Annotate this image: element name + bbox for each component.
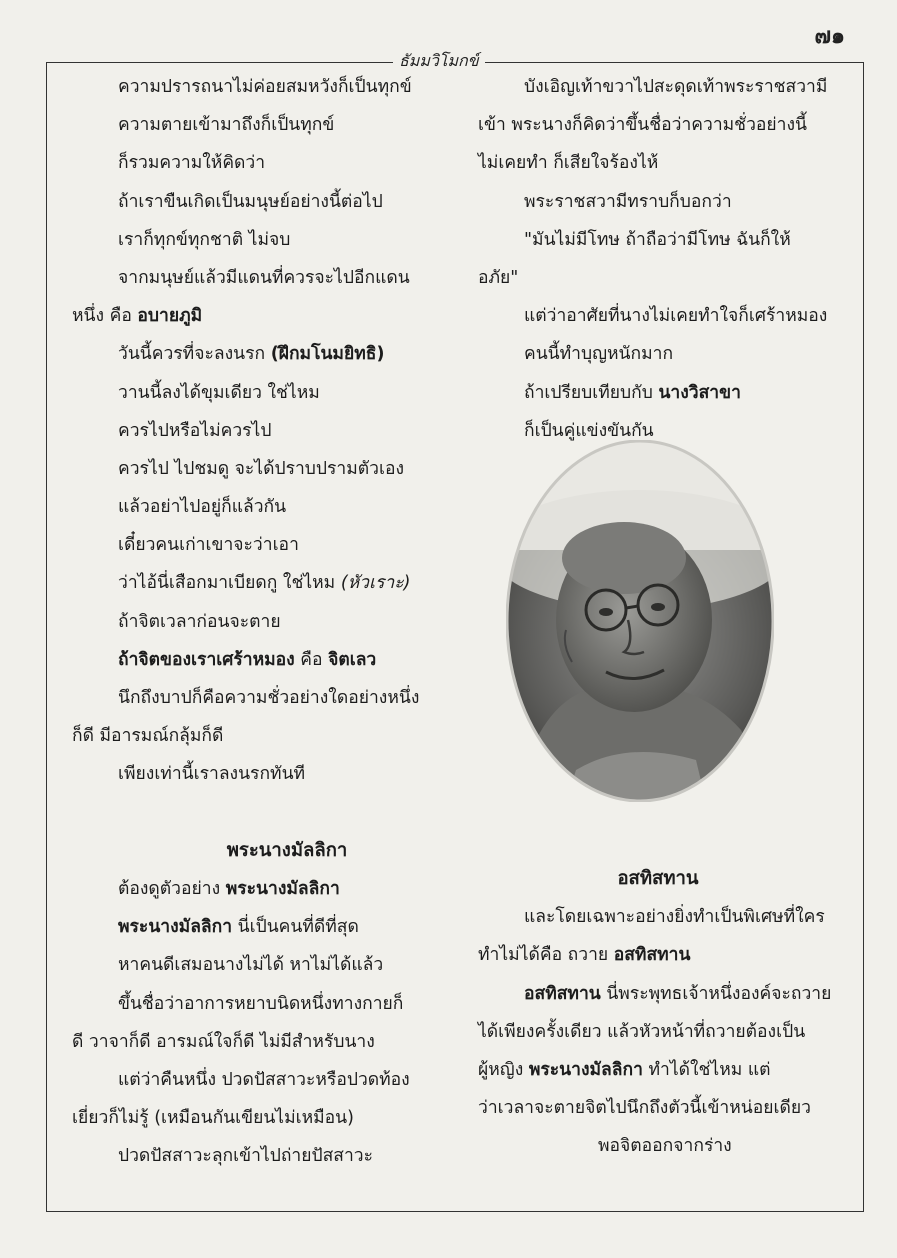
text-line: ความตายเข้ามาถึงก็เป็นทุกข์ <box>118 115 335 136</box>
text-line: เดี๋ยวคนเก่าเขาจะว่าเอา <box>118 535 299 556</box>
section-heading: พระนางมัลลิกา <box>226 839 348 861</box>
text-span: นี่เป็นคนที่ดีที่สุด <box>237 917 359 938</box>
text-line: เพียงเท่านี้เราลงนรกทันที <box>118 764 306 785</box>
portrait-image <box>506 440 774 802</box>
text-line: ก็รวมความให้คิดว่า <box>118 153 266 174</box>
text-line: ถ้าจิตเวลาก่อนจะตาย <box>118 611 281 632</box>
text-line <box>478 1051 838 1089</box>
text-line: หาคนดีเสมอนางไม่ได้ หาไม่ได้แล้ว <box>118 955 384 976</box>
right-lower-column <box>478 860 838 1166</box>
text-line: ได้เพียงครั้งเดียว แล้วหัวหน้าที่ถวายต้องเป็น <box>478 1021 806 1042</box>
text-line: ปวดปัสสาวะลุกเข้าไปถ่ายปัสสาวะ <box>118 1146 374 1167</box>
text-line <box>72 641 452 679</box>
text-line: พอจิตออกจากร่าง <box>598 1136 732 1157</box>
text-line: คนนี้ทำบุญหนักมาก <box>524 344 674 365</box>
text-line: พระราชสวามีทราบก็บอกว่า <box>524 191 732 212</box>
text-line: แล้วอย่าไปอยู่ก็แล้วกัน <box>118 497 287 518</box>
text-line <box>478 374 838 412</box>
text-line: ก็เป็นคู่แข่งขันกัน <box>524 420 654 441</box>
text-line: เข้า พระนางก็คิดว่าขึ้นชื่อว่าความชั่วอย่างนี้ <box>478 115 807 136</box>
bold-term: พระนางมัลลิกา <box>225 878 340 899</box>
section-heading: อสทิสทาน <box>617 868 699 889</box>
text-line: ดี วาจาก็ดี อารมณ์ใจก็ดี ไม่มีสำหรับนาง <box>72 1031 375 1052</box>
text-line: เยี่ยวก็ไม่รู้ (เหมือนกันเขียนไม่เหมือน) <box>72 1108 354 1129</box>
text-line <box>478 936 838 974</box>
text-span: วันนี้ควรที่จะลงนรก <box>118 344 266 365</box>
text-span: หนึ่ง คือ <box>72 306 132 327</box>
text-line <box>478 975 838 1013</box>
text-span: ทำไม่ได้คือ ถวาย <box>478 945 609 966</box>
text-line: ควรไป ไปชมดู จะได้ปราบปรามตัวเอง <box>118 458 405 479</box>
text-span: ว่าไอ้นี่เสือกมาเบียดกู ใช่ไหม <box>118 573 336 594</box>
text-line: ขึ้นชื่อว่าอาการหยาบนิดหนึ่งทางกายก็ <box>118 993 404 1014</box>
bold-term: อสทิสทาน <box>524 983 601 1004</box>
bold-term: จิตเลว <box>328 649 377 670</box>
text-line: ว่าเวลาจะตายจิตไปนึกถึงตัวนี้เข้าหน่อยเดียว <box>478 1098 811 1119</box>
monk-portrait <box>506 440 774 802</box>
text-line: วานนี้ลงได้ขุมเดียว ใช่ไหม <box>118 382 320 403</box>
text-line: นึกถึงบาปก็คือความชั่วอย่างใดอย่างหนึ่ง <box>118 688 420 708</box>
text-line: ก็ดี มีอารมณ์กลุ้มก็ดี <box>72 726 224 747</box>
text-line: ไม่เคยทำ ก็เสียใจร้องไห้ <box>478 153 659 174</box>
text-line <box>72 564 452 602</box>
text-line: และโดยเฉพาะอย่างยิ่งทำเป็นพิเศษที่ใคร <box>524 907 825 928</box>
text-line <box>72 908 452 946</box>
text-line <box>72 870 452 908</box>
text-line: ความปรารถนาไม่ค่อยสมหวังก็เป็นทุกข์ <box>118 77 412 97</box>
bold-term: พระนางมัลลิกา <box>528 1059 643 1080</box>
text-line: อภัย" <box>478 267 519 288</box>
text-line <box>72 297 452 335</box>
text-line: ควรไปหรือไม่ควรไป <box>118 420 272 441</box>
right-column <box>478 68 838 450</box>
page-number: ๗๑ <box>814 24 845 49</box>
text-line: แต่ว่าคืนหนึ่ง ปวดปัสสาวะหรือปวดท้อง <box>118 1069 410 1090</box>
left-column <box>72 68 452 1175</box>
text-span: ผู้หญิง <box>478 1059 524 1080</box>
text-span: คือ <box>300 649 323 670</box>
bold-term: ถ้าจิตของเราเศร้าหมอง <box>118 649 295 670</box>
bold-term: นางวิสาขา <box>658 382 741 403</box>
text-span: ถ้าเปรียบเทียบกับ <box>524 382 653 403</box>
text-span: ทำได้ใช่ไหม แต่ <box>648 1059 771 1080</box>
text-line: ถ้าเราขืนเกิดเป็นมนุษย์อย่างนี้ต่อไป <box>118 191 383 212</box>
bold-term: พระนางมัลลิกา <box>118 917 233 938</box>
text-line: จากมนุษย์แล้วมีแดนที่ควรจะไปอีกแดน <box>118 267 410 288</box>
text-line <box>72 335 452 373</box>
bold-term: อบายภูมิ <box>137 306 203 327</box>
header-title: ธัมมวิโมกข์ <box>393 49 485 74</box>
spacer <box>72 794 452 832</box>
bold-term: อสทิสทาน <box>613 945 691 966</box>
bold-term: (ฝึกมโนมยิทธิ) <box>270 344 385 365</box>
text-line: บังเอิญเท้าขวาไปสะดุดเท้าพระราชสวามี <box>524 77 828 97</box>
text-line: "มันไม่มีโทษ ถ้าถือว่ามีโทษ ฉันก็ให้ <box>524 229 791 250</box>
text-span: ต้องดูตัวอย่าง <box>118 878 221 899</box>
italic-note: (หัวเราะ) <box>340 573 411 594</box>
text-line: แต่ว่าอาศัยที่นางไม่เคยทำใจก็เศร้าหมอง <box>524 306 828 327</box>
text-line: เราก็ทุกข์ทุกชาติ ไม่จบ <box>118 229 291 250</box>
text-span: นี่พระพุทธเจ้าหนึ่งองค์จะถวาย <box>606 983 832 1004</box>
